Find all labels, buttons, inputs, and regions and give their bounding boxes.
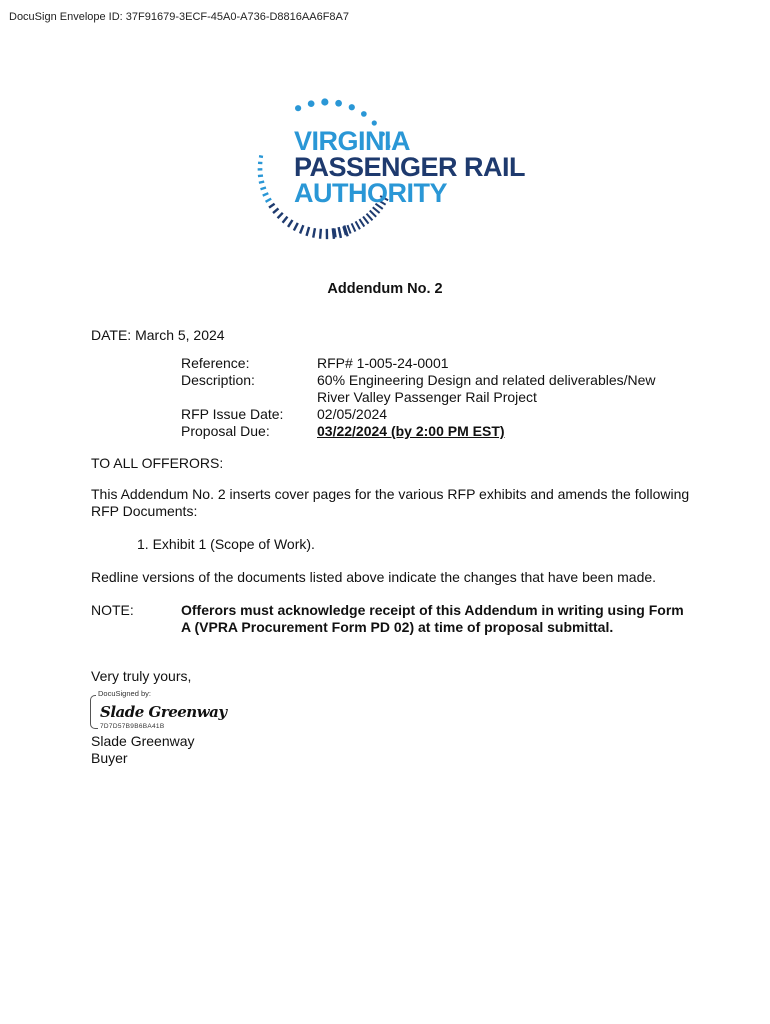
description-value-line2: River Valley Passenger Rail Project [317, 389, 537, 405]
logo-line-virginia: VIRGINIA [294, 126, 411, 156]
logo-ring-dot [349, 104, 355, 110]
logo-ring-dash [263, 193, 269, 195]
date-line: DATE: March 5, 2024 [91, 327, 225, 343]
logo-ring-tick [373, 207, 380, 213]
logo-ring-dash [278, 213, 283, 218]
intro-paragraph: This Addendum No. 2 inserts cover pages for the various RFP exhibits and amends the following RFP Documents: [91, 486, 690, 519]
spacer-label [181, 389, 283, 406]
signer-name: Slade Greenway [91, 733, 195, 749]
logo-ring-dash [313, 228, 315, 237]
logo-ring-dash [259, 182, 264, 183]
logo-line-authority: AUTHORITY [294, 178, 447, 208]
logo-ring-dot [295, 105, 301, 111]
logo-ring-tick [363, 216, 368, 223]
signature-id: 7D7D57B9B6BA41B [100, 723, 165, 730]
logo-wordmark [294, 128, 525, 206]
note-label: NOTE: [91, 602, 134, 618]
logo-ring-dash [294, 223, 298, 231]
logo-ring-dash [320, 229, 321, 239]
reference-values [317, 355, 677, 440]
docusign-signature-box [90, 689, 227, 732]
logo-ring-tick [352, 223, 356, 231]
logo-ring-tick [347, 225, 350, 233]
logo-ring-tick [359, 219, 364, 227]
reference-value: RFP# 1-005-24-0001 [317, 355, 449, 371]
list-item: 1. Exhibit 1 (Scope of Work). [137, 536, 315, 552]
logo-ring-dash [307, 227, 310, 236]
page-title: Addendum No. 2 [327, 281, 443, 297]
to-offerors-heading: TO ALL OFFERORS: [91, 455, 224, 471]
redline-paragraph: Redline versions of the documents listed above indicate the changes that have been made. [91, 569, 657, 585]
reference-labels [181, 355, 283, 440]
logo-ring-dash [260, 188, 265, 190]
note-text: Offerors must acknowledge receipt of this Addendum in writing using Form A (VPRA Procurement Form PD 02) at time of proposal submittal. [181, 602, 684, 635]
reference-label: Reference: [181, 355, 250, 371]
logo-ring-tick [356, 221, 360, 229]
closing-line: Very truly yours, [91, 668, 192, 684]
logo-ring-dot [321, 98, 328, 105]
signature-handwritten: Slade Greenway [100, 703, 227, 721]
logo-ring-dash [288, 220, 292, 227]
signer-title: Buyer [91, 750, 128, 766]
logo-ring-dot [361, 111, 367, 117]
logo-ring-dot [335, 100, 342, 107]
proposal-due-label: Proposal Due: [181, 423, 270, 439]
envelope-id: DocuSign Envelope ID: 37F91679-3ECF-45A0-A736-D8816AA6F8A7 [9, 11, 349, 23]
logo-ring-dot [308, 100, 315, 107]
issue-date-label: RFP Issue Date: [181, 406, 284, 422]
logo-ring-tick [334, 228, 335, 237]
logo-line-passenger-rail: PASSENGER RAIL [294, 152, 526, 182]
signature-label: DocuSigned by: [98, 689, 151, 698]
description-label: Description: [181, 372, 255, 388]
logo-ring-tick [370, 211, 376, 217]
logo-ring-tick [366, 214, 372, 221]
issue-date-value: 02/05/2024 [317, 406, 388, 422]
logo-ring-dash [259, 156, 263, 157]
logo-ring-dot [372, 120, 377, 125]
logo-ring-dash [273, 208, 278, 213]
logo-ring-dash [300, 225, 303, 233]
description-value-line1: 60% Engineering Design and related deliverables/New [317, 372, 656, 388]
vpra-logo [248, 92, 538, 242]
logo-ring-dash [269, 204, 275, 208]
proposal-due-value: 03/22/2024 (by 2:00 PM EST) [317, 423, 505, 439]
logo-ring-dash [258, 176, 263, 177]
logo-ring-dash [283, 217, 288, 223]
logo-ring-dash [266, 199, 272, 202]
